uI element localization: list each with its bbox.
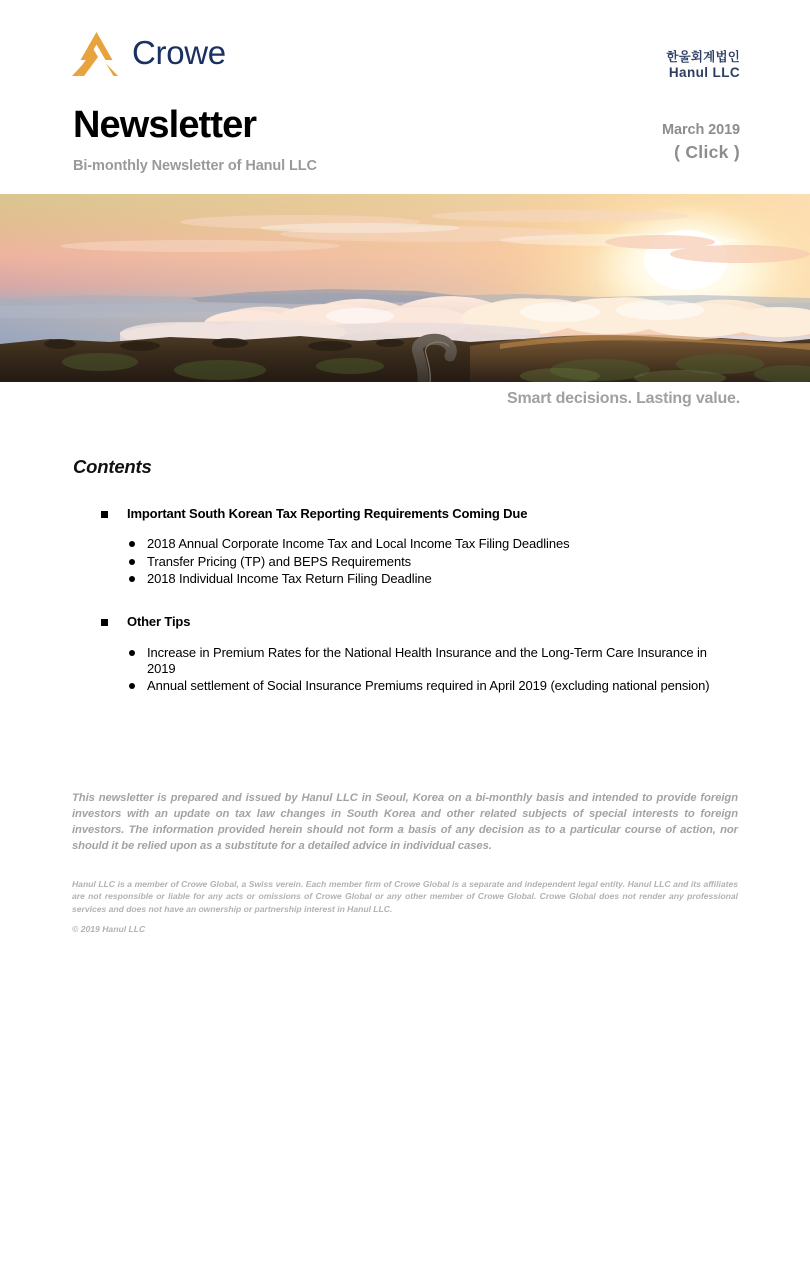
- issue-block: [662, 122, 740, 163]
- dot-bullet-icon: [129, 650, 135, 656]
- contents-subitem-label: 2018 Individual Income Tax Return Filing Deadline: [147, 571, 432, 586]
- issue-date: March 2019: [662, 122, 740, 138]
- list-item[interactable]: [129, 554, 810, 570]
- crowe-wordmark: Crowe: [132, 34, 226, 71]
- click-link[interactable]: ( Click ): [674, 142, 740, 162]
- hero-sunset-illustration: [0, 194, 810, 382]
- contents-subitem-label: Increase in Premium Rates for the National Health Insurance and the Long-Term Care Insurance in 2019: [147, 644, 707, 676]
- contents-subitem-list: [0, 536, 810, 587]
- contents-topic: [0, 614, 810, 694]
- contents-list: [0, 506, 810, 696]
- contents-topic-header[interactable]: [0, 614, 810, 630]
- list-item[interactable]: [129, 571, 810, 587]
- list-item[interactable]: [129, 645, 810, 678]
- dot-bullet-icon: [129, 683, 135, 689]
- square-bullet-icon: [101, 619, 108, 626]
- contents-subitem-list: [0, 645, 810, 695]
- page-title: Newsletter: [73, 104, 257, 146]
- page-subtitle: Bi-monthly Newsletter of Hanul LLC: [73, 158, 317, 174]
- contents-topic: [0, 506, 810, 587]
- dot-bullet-icon: [129, 576, 135, 582]
- contents-heading: Contents: [73, 456, 152, 477]
- hanul-logo: [666, 50, 740, 81]
- hero-banner-image: [0, 194, 810, 382]
- hanul-korean-name: 한울회계법인: [666, 50, 740, 64]
- contents-topic-title: Other Tips: [127, 614, 191, 630]
- page-header: [0, 0, 810, 194]
- list-item[interactable]: [129, 678, 810, 694]
- contents-topic-header[interactable]: [0, 506, 810, 522]
- crowe-mountain-mark-icon: [72, 32, 121, 76]
- contents-subitem-label: 2018 Annual Corporate Income Tax and Local Income Tax Filing Deadlines: [147, 536, 570, 552]
- title-block: [73, 106, 317, 174]
- list-item[interactable]: [129, 536, 810, 552]
- contents-topic-title: Important South Korean Tax Reporting Requirements Coming Due: [127, 506, 528, 521]
- contents-subitem-label: Annual settlement of Social Insurance Premiums required in April 2019 (excluding national pension): [147, 678, 710, 694]
- square-bullet-icon: [101, 511, 108, 518]
- copyright-notice: © 2019 Hanul LLC: [72, 924, 146, 934]
- crowe-logo: [72, 32, 226, 76]
- contents-subitem-label: Transfer Pricing (TP) and BEPS Requirements: [147, 553, 411, 569]
- hanul-english-name: Hanul LLC: [668, 64, 740, 80]
- brand-tagline: Smart decisions. Lasting value.: [507, 390, 740, 407]
- dot-bullet-icon: [129, 559, 135, 565]
- crowe-global-fineprint: Hanul LLC is a member of Crowe Global, a Swiss verein. Each member firm of Crowe Global is a separate and independent legal entity. Hanul LLC and its affiliates are not responsible or liable for any acts or omissions of Crowe Global or any other member of Crowe Global. Crowe Global does not render any professional services and does not have an ownership or partnership interest in Hanul LLC.: [72, 879, 738, 914]
- disclaimer-text: This newsletter is prepared and issued by Hanul LLC in Seoul, Korea on a bi-monthly basis and intended to provide foreign investors with an update on tax law changes in South Korea and other related subjects of special interests to foreign investors. The information provided herein should not form a basis of any decision as to a particular course of action, nor should it be relied upon as a substitute for a detailed advice in individual cases.: [72, 792, 738, 852]
- dot-bullet-icon: [129, 541, 135, 547]
